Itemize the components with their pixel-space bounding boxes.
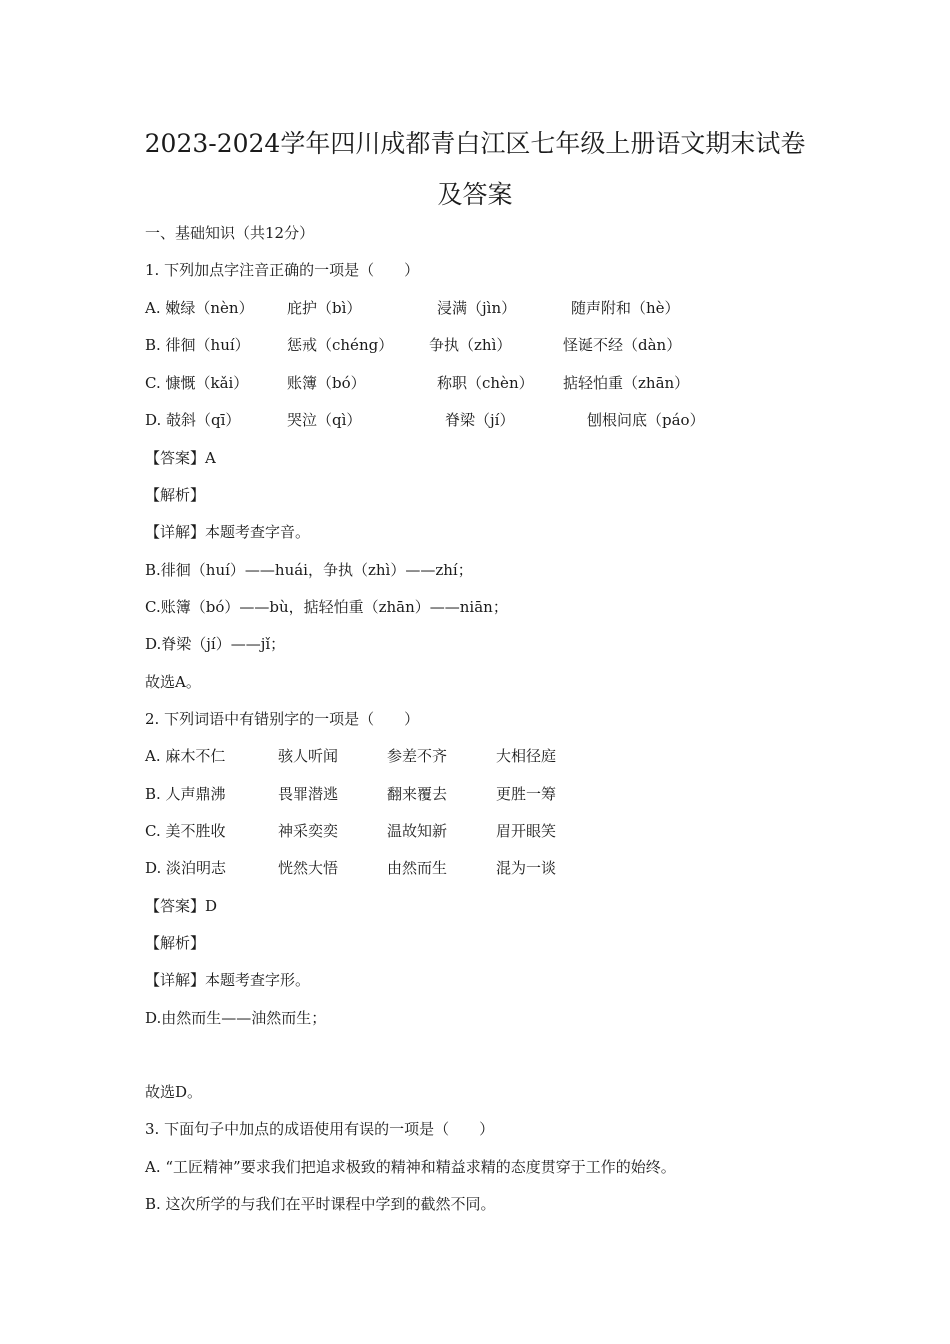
q2-option-d-2: 恍然大悟 bbox=[278, 859, 339, 877]
q1-option-c-2: 账簿（bó） bbox=[287, 374, 366, 392]
q1-option-d-2: 哭泣（qì） bbox=[287, 411, 362, 429]
q2-option-d-3: 由然而生 bbox=[387, 859, 448, 877]
q1-option-b-1: B. 徘徊（huí） bbox=[145, 336, 250, 354]
question-2-stem: 2. 下列词语中有错别字的一项是（ ） bbox=[145, 710, 420, 728]
q2-explanation-d: D.由然而生——油然而生； bbox=[145, 1009, 327, 1027]
q2-option-a-1: A. 麻木不仁 bbox=[145, 747, 226, 765]
q1-conclusion: 故选A。 bbox=[145, 673, 201, 691]
q1-option-d-4: 刨根问底（páo） bbox=[587, 411, 705, 429]
q1-option-a-1: A. 嫩绿（nèn） bbox=[145, 299, 254, 317]
q1-option-a-2: 庇护（bì） bbox=[287, 299, 362, 317]
q1-answer: 【答案】A bbox=[145, 449, 216, 467]
q1-option-a-3: 浸满（jìn） bbox=[437, 299, 517, 317]
q1-explanation-d: D.脊梁（jí）——jǐ； bbox=[145, 635, 286, 653]
q1-option-d-1: D. 攲斜（qī） bbox=[145, 411, 241, 429]
q2-option-a-3: 参差不齐 bbox=[387, 747, 448, 765]
q2-analysis-label: 【解析】 bbox=[145, 934, 206, 952]
q1-option-b-3: 争执（zhì） bbox=[429, 336, 512, 354]
q1-option-c-3: 称职（chèn） bbox=[437, 374, 534, 392]
q2-option-a-4: 大相径庭 bbox=[496, 747, 557, 765]
document-title-line2: 及答案 bbox=[437, 180, 513, 209]
document-title-line1: 2023-2024学年四川成都青白江区七年级上册语文期末试卷 bbox=[144, 129, 806, 158]
q3-option-b: B. 这次所学的与我们在平时课程中学到的截然不同。 bbox=[145, 1195, 496, 1213]
q1-option-b-4: 怪诞不经（dàn） bbox=[563, 336, 682, 354]
q2-option-d-4: 混为一谈 bbox=[496, 859, 557, 877]
q1-option-a-4: 随声附和（hè） bbox=[571, 299, 680, 317]
q2-option-b-1: B. 人声鼎沸 bbox=[145, 785, 226, 803]
q2-option-c-2: 神采奕奕 bbox=[278, 822, 339, 840]
q2-option-b-2: 畏罪潜逃 bbox=[278, 785, 339, 803]
q1-detail: 【详解】本题考查字音。 bbox=[145, 523, 311, 541]
q2-option-c-1: C. 美不胜收 bbox=[145, 822, 226, 840]
q3-option-a: A. “工匠精神”要求我们把追求极致的精神和精益求精的态度贯穿于工作的始终。 bbox=[145, 1158, 676, 1176]
question-3-stem: 3. 下面句子中加点的成语使用有误的一项是（ ） bbox=[145, 1120, 495, 1138]
q2-answer: 【答案】D bbox=[145, 897, 218, 915]
q2-detail: 【详解】本题考查字形。 bbox=[145, 971, 311, 989]
q1-option-d-3: 脊梁（jí） bbox=[445, 411, 515, 429]
section-heading: 一、基础知识（共12分） bbox=[145, 224, 315, 242]
q2-option-b-4: 更胜一筹 bbox=[496, 785, 557, 803]
q2-option-d-1: D. 淡泊明志 bbox=[145, 859, 227, 877]
q1-explanation-c: C.账簿（bó）——bù，掂轻怕重（zhān）——niān； bbox=[145, 598, 508, 616]
q1-option-c-4: 掂轻怕重（zhān） bbox=[563, 374, 690, 392]
question-1-stem: 1. 下列加点字注音正确的一项是（ ） bbox=[145, 261, 420, 279]
q2-option-a-2: 骇人听闻 bbox=[278, 747, 339, 765]
q1-explanation-b: B.徘徊（huí）——huái，争执（zhì）——zhí； bbox=[145, 561, 473, 579]
q2-option-c-4: 眉开眼笑 bbox=[496, 822, 557, 840]
q1-option-b-2: 惩戒（chéng） bbox=[287, 336, 394, 354]
q2-option-b-3: 翻来覆去 bbox=[387, 785, 448, 803]
q2-option-c-3: 温故知新 bbox=[387, 822, 448, 840]
q1-option-c-1: C. 慷慨（kǎi） bbox=[145, 374, 249, 392]
q1-analysis-label: 【解析】 bbox=[145, 486, 206, 504]
q2-conclusion: 故选D。 bbox=[145, 1083, 203, 1101]
